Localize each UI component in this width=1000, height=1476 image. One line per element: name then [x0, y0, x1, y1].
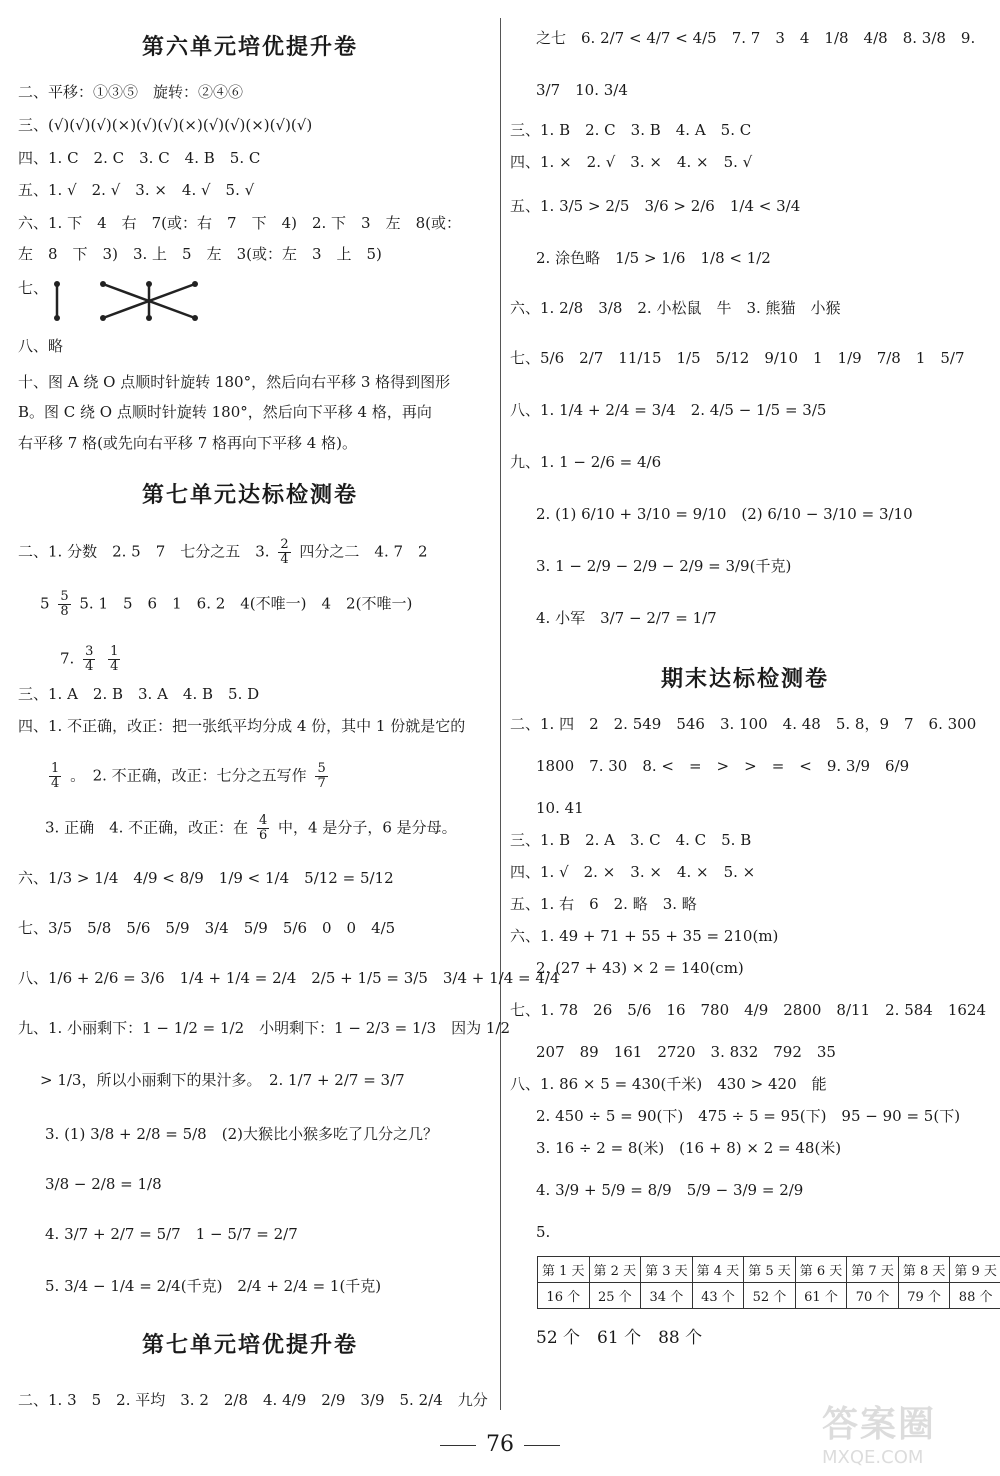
denominator: 4: [280, 552, 289, 567]
u7-line: 三、1. A 2. B 3. A 4. B 5. D: [18, 685, 260, 703]
fraction: [58, 590, 70, 619]
u7-line: [45, 762, 332, 791]
r-line: 六、1. 2/8 3/8 2. 小松鼠 牛 3. 熊猫 小猴: [510, 299, 841, 317]
f-line: 八、1. 86 × 5 = 430(千米) 430 > 420 能: [510, 1075, 827, 1093]
watermark-top: 答案圈: [822, 1404, 937, 1445]
r-line: 七、5/6 2/7 11/15 1/5 5/12 9/10 1 1/9 7/8 1 5/7: [510, 349, 965, 367]
days-table: [537, 1256, 1000, 1309]
u7-line: > 1/3，所以小丽剩下的果汁多。 2. 1/7 + 2/7 = 3/7: [40, 1071, 405, 1089]
fraction: [278, 538, 290, 567]
dash-right: [524, 1445, 560, 1446]
table-cell: 61 个: [795, 1283, 847, 1309]
table-cell: 25 个: [589, 1283, 641, 1309]
u7-text: 四分之二 4. 7 2: [299, 542, 428, 561]
denominator: 4: [85, 659, 94, 674]
table-cell: 16 个: [538, 1283, 590, 1309]
table-cell: 79 个: [898, 1283, 950, 1309]
u7-line: [60, 645, 124, 674]
unit7-plus-title: 第七单元培优提升卷: [141, 1333, 358, 1358]
numerator: 5: [60, 589, 69, 604]
table-cell: 第 3 天: [641, 1257, 693, 1283]
numerator: 1: [51, 761, 60, 776]
u7-line: 3. (1) 3/8 + 2/8 = 5/8 (2)大猴比小猴多吃了几分之几？: [45, 1125, 438, 1143]
fraction: [49, 762, 61, 791]
denominator: 7: [317, 776, 326, 791]
f-line: 3. 16 ÷ 2 = 8(米) (16 + 8) × 2 = 48(米): [536, 1139, 842, 1157]
f-line: 1800 7. 30 8. < = > > = < 9. 3/9 6/9: [536, 757, 910, 775]
u7-line: [40, 590, 412, 619]
f-line: 四、1. √ 2. × 3. × 4. × 5. ×: [510, 863, 756, 881]
u6-line: 五、1. √ 2. √ 3. × 4. √ 5. √: [18, 181, 255, 199]
u7-text: 5: [40, 594, 50, 613]
u7-line: 5. 3/4 − 1/4 = 2/4(千克) 2/4 + 2/4 = 1(千克): [45, 1277, 382, 1295]
u6-line: 十、图 A 绕 O 点顺时针旋转 180°，然后向右平移 3 格得到图形: [18, 373, 451, 391]
f-line: 10. 41: [536, 799, 584, 817]
u6-line: 七、: [18, 279, 49, 297]
table-cell: 70 个: [847, 1283, 899, 1309]
u7-line: 六、1/3 > 1/4 4/9 < 8/9 1/9 < 1/4 5/12 = 5/12: [18, 869, 394, 887]
fraction: [315, 762, 327, 791]
watermark-bottom: MXQE.COM: [822, 1447, 924, 1468]
f-line: 五、1. 右 6 2. 略 3. 略: [510, 895, 697, 913]
u6-line: 四、1. C 2. C 3. C 4. B 5. C: [18, 149, 261, 167]
f-line: 5.: [536, 1223, 551, 1241]
table-cell: 第 4 天: [692, 1257, 744, 1283]
r-line: 三、1. B 2. C 3. B 4. A 5. C: [510, 121, 752, 139]
table-cell: 第 8 天: [898, 1257, 950, 1283]
r-line: 之七 6. 2/7 < 4/7 < 4/5 7. 7 3 4 1/8 4/8 8. 3/8 9.: [536, 29, 976, 47]
u6-line: 八、略: [18, 337, 64, 355]
table-cell: 第 9 天: [950, 1257, 1000, 1283]
u7-line: 4. 3/7 + 2/7 = 5/7 1 − 5/7 = 2/7: [45, 1225, 298, 1243]
r-line: 4. 小军 3/7 − 2/7 = 1/7: [536, 609, 717, 627]
denominator: 4: [110, 659, 119, 674]
u7-line: 四、1. 不正确，改正：把一张纸平均分成 4 份，其中 1 份就是它的: [18, 717, 466, 735]
table-cell: 第 5 天: [744, 1257, 796, 1283]
f-line: 2. 450 ÷ 5 = 90(下) 475 ÷ 5 = 95(下) 95 − 90 = 5(下): [536, 1107, 961, 1125]
u7-text: 5. 1 5 6 1 6. 2 4(不唯一) 4 2(不唯一): [79, 594, 413, 613]
r-line: 四、1. × 2. √ 3. × 4. × 5. √: [510, 153, 753, 171]
u7-text: 7.: [60, 649, 75, 668]
table-cell: 88 个: [950, 1283, 1000, 1309]
r-line: 3. 1 − 2/9 − 2/9 − 2/9 = 3/9(千克): [536, 557, 792, 575]
denominator: 8: [60, 604, 69, 619]
page-number-text: 76: [486, 1432, 514, 1457]
f-line: 三、1. B 2. A 3. C 4. C 5. B: [510, 831, 752, 849]
f-line: 七、1. 78 26 5/6 16 780 4/9 2800 8/11 2. 584 1624: [510, 1001, 986, 1019]
denominator: 6: [258, 828, 268, 843]
fraction: [108, 645, 120, 674]
numerator: 2: [280, 537, 289, 552]
table-cell: 43 个: [692, 1283, 744, 1309]
r-line: 八、1. 1/4 + 2/4 = 3/4 2. 4/5 − 1/5 = 3/5: [510, 401, 827, 419]
u7p-line: 二、1. 3 5 2. 平均 3. 2 2/8 4. 4/9 2/9 3/9 5. 2/4 九分: [18, 1391, 488, 1409]
fraction: [257, 814, 269, 843]
dash-left: [440, 1445, 476, 1446]
u6-line: 二、平移：①③⑤ 旋转：②④⑥: [18, 83, 244, 101]
u7-text: 。 2. 不正确，改正：七分之五写作: [70, 766, 307, 785]
watermark-logo: [822, 1396, 992, 1474]
u7-line: 3/8 − 2/8 = 1/8: [45, 1175, 162, 1193]
f-line: 4. 3/9 + 5/9 = 8/9 5/9 − 3/9 = 2/9: [536, 1181, 804, 1199]
unit6-title: 第六单元培优提升卷: [141, 35, 358, 60]
f-line: 六、1. 49 + 71 + 55 + 35 = 210(m): [510, 927, 779, 945]
u7-line: [18, 538, 428, 567]
symmetry-figure: [45, 280, 205, 324]
table-cell: 34 个: [641, 1283, 693, 1309]
u7-line: 八、1/6 + 2/6 = 3/6 1/4 + 1/4 = 2/4 2/5 + 1/5 = 3/5 3/4 + 1/4 = 4/4: [18, 969, 560, 987]
f-line: 2. (27 + 43) × 2 = 140(cm): [536, 959, 744, 977]
numerator: 3: [85, 644, 94, 659]
table-cell: 第 6 天: [795, 1257, 847, 1283]
u7-line: 九、1. 小丽剩下：1 − 1/2 = 1/2 小明剩下：1 − 2/3 = 1/3 因为 1/2: [18, 1019, 511, 1037]
f-line: 二、1. 四 2 2. 549 546 3. 100 4. 48 5. 8，9 7 6. 300: [510, 715, 977, 733]
table-row: [538, 1257, 1000, 1283]
unit7-title: 第七单元达标检测卷: [141, 483, 358, 508]
fraction: [83, 645, 95, 674]
u7-line: [45, 814, 457, 843]
u7-line: 七、3/5 5/8 5/6 5/9 3/4 5/9 5/6 0 0 4/5: [18, 919, 396, 937]
u7-text: 二、1. 分数 2. 5 7 七分之五 3.: [18, 542, 270, 561]
r-line: 九、1. 1 − 2/6 = 4/6: [510, 453, 662, 471]
f-line: 207 89 161 2720 3. 832 792 35: [536, 1043, 836, 1061]
denominator: 4: [51, 776, 60, 791]
u6-line: 右平移 7 格(或先向右平移 7 格再向下平移 4 格)。: [18, 434, 357, 452]
numerator: 4: [258, 813, 268, 828]
u7-text: 3. 正确 4. 不正确，改正：在: [45, 818, 249, 837]
numerator: 5: [317, 761, 326, 776]
numerator: 1: [110, 644, 119, 659]
u6-line: 左 8 下 3) 3. 上 5 左 3(或：左 3 上 5): [18, 245, 382, 263]
table-cell: 第 2 天: [589, 1257, 641, 1283]
final-exam-title: 期末达标检测卷: [660, 667, 829, 692]
u6-line: 三、(√)(√)(√)(×)(√)(√)(×)(√)(√)(×)(√)(√): [18, 116, 313, 134]
u6-line: B。图 C 绕 O 点顺时针旋转 180°，然后向下平移 4 格，再向: [18, 403, 432, 421]
r-line: 五、1. 3/5 > 2/5 3/6 > 2/6 1/4 < 3/4: [510, 197, 801, 215]
table-cell: 第 1 天: [538, 1257, 590, 1283]
column-divider: [500, 18, 501, 1410]
r-line: 2. (1) 6/10 + 3/10 = 9/10 (2) 6/10 − 3/10 = 3/10: [536, 505, 913, 523]
table-row: [538, 1283, 1000, 1309]
u6-line: 六、1. 下 4 右 7(或：右 7 下 4) 2. 下 3 左 8(或：: [18, 214, 461, 232]
table-cell: 第 7 天: [847, 1257, 899, 1283]
f-line: 52 个 61 个 88 个: [536, 1328, 703, 1348]
r-line: 3/7 10. 3/4: [536, 81, 628, 99]
u7-text: 中，4 是分子，6 是分母。: [278, 818, 457, 837]
r-line: 2. 涂色略 1/5 > 1/6 1/8 < 1/2: [536, 249, 771, 267]
table-cell: 52 个: [744, 1283, 796, 1309]
